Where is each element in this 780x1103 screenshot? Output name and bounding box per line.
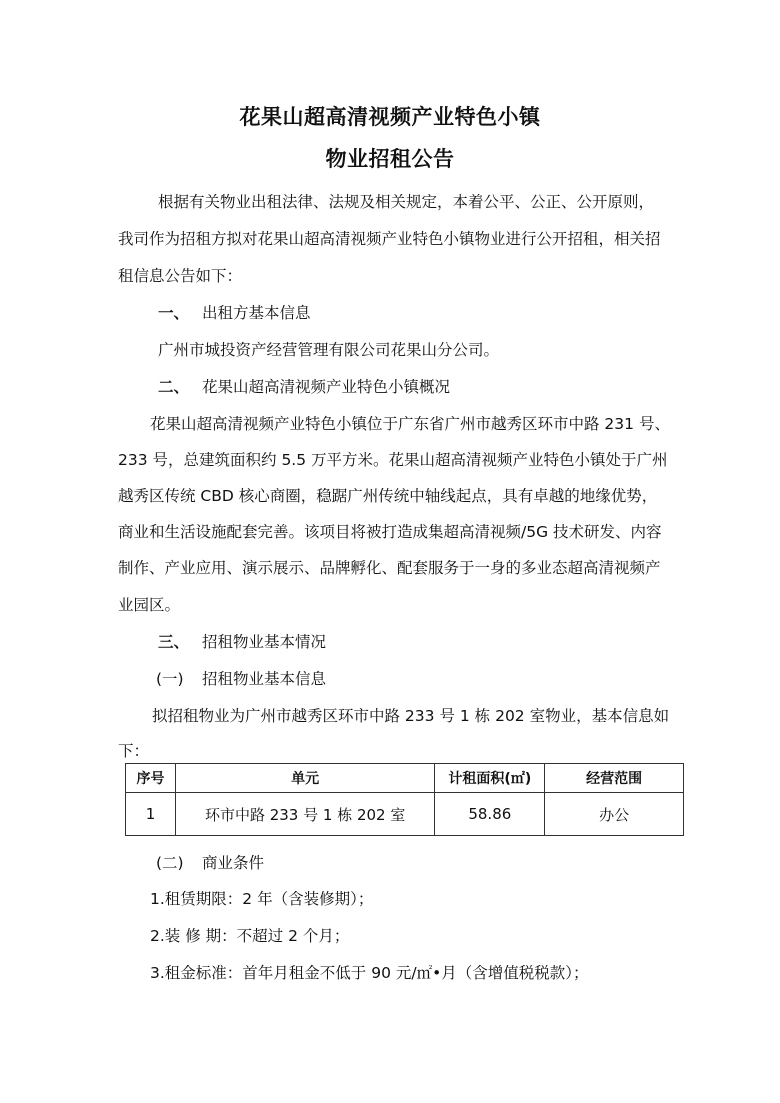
condition-item: 3.租金标准：首年月租金不低于 90 元/㎡•月（含增值税税款）；: [150, 964, 589, 982]
section-2-line-2: 233 号，总建筑面积约 5.5 万平方米。花果山超高清视频产业特色小镇处于广州: [118, 451, 668, 469]
section-1-number: 一、: [158, 304, 190, 322]
intro-line-3: 租信息公告如下：: [118, 267, 243, 285]
table-header-row: [126, 764, 684, 793]
subsection-1-heading: 招租物业基本信息: [202, 670, 327, 688]
column-header-index: 序号: [126, 764, 176, 793]
rental-property-table: [125, 763, 684, 836]
cell-unit: 环市中路 233 号 1 栋 202 室: [175, 793, 434, 836]
column-header-unit: 单元: [175, 764, 434, 793]
section-2-line-6: 业园区。: [118, 596, 181, 614]
section-3-number: 三、: [158, 633, 190, 651]
subsection-1-line-1: 拟招租物业为广州市越秀区环市中路 233 号 1 栋 202 室物业，基本信息如: [152, 707, 670, 725]
document-subtitle: 物业招租公告: [325, 147, 455, 171]
cell-index: 1: [126, 793, 176, 836]
section-2-heading: 花果山超高清视频产业特色小镇概况: [202, 378, 451, 396]
intro-line-1: 根据有关物业出租法律、法规及相关规定，本着公平、公正、公开原则，: [158, 193, 655, 211]
subsection-2-heading: 商业条件: [202, 854, 265, 872]
section-2-line-5: 制作、产业应用、演示展示、品牌孵化、配套服务于一身的多业态超高清视频产: [118, 559, 661, 577]
section-2-line-4: 商业和生活设施配套完善。该项目将被打造成集超高清视频/5G 技术研发、内容: [118, 523, 662, 541]
column-header-area: 计租面积(㎡): [435, 764, 545, 793]
cell-area: 58.86: [435, 793, 545, 836]
subsection-1-number: (一): [156, 670, 184, 688]
document-title: 花果山超高清视频产业特色小镇: [239, 105, 541, 129]
section-1-heading: 出租方基本信息: [202, 304, 311, 322]
subsection-1-line-2: 下：: [118, 742, 150, 760]
cell-scope: 办公: [545, 793, 684, 836]
condition-item: 2.装 修 期：不超过 2 个月；: [150, 927, 350, 945]
intro-line-2: 我司作为招租方拟对花果山超高清视频产业特色小镇物业进行公开招租，相关招: [118, 230, 661, 248]
table-row: [126, 793, 684, 836]
section-2-line-1: 花果山超高清视频产业特色小镇位于广东省广州市越秀区环市中路 231 号、: [150, 415, 670, 433]
section-3-heading: 招租物业基本情况: [202, 633, 327, 651]
section-1-text: 广州市城投资产经营管理有限公司花果山分公司。: [158, 341, 500, 359]
condition-item: 1.租赁期限：2 年（含装修期）；: [150, 890, 374, 908]
section-2-line-3: 越秀区传统 CBD 核心商圈，稳踞广州传统中轴线起点，具有卓越的地缘优势，: [118, 487, 658, 505]
section-2-number: 二、: [158, 378, 190, 396]
column-header-scope: 经营范围: [545, 764, 684, 793]
subsection-2-number: (二): [156, 854, 184, 872]
